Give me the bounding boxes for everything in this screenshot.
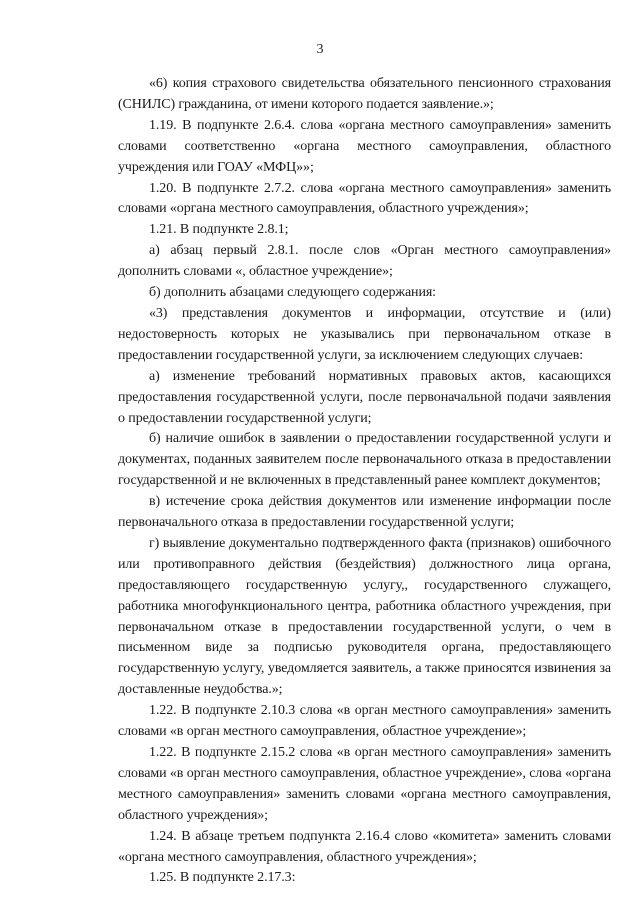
document-body: [118, 74, 611, 889]
paragraph-case-a: а) изменение требований нормативных правовых актов, касающихся предоставления государственной услуги, после первоначальной подачи заявления о предоставлении государственной услуги;: [118, 368, 611, 426]
paragraph-1-20: 1.20. В подпункте 2.7.2. слова «органа местного самоуправления» заменить словами «органа местного самоуправления, областного учреждения»;: [118, 180, 611, 217]
page-number: 3: [316, 42, 324, 57]
paragraph-case-v: в) истечение срока действия документов или изменение информации после первоначального отказа в предоставлении государственной услуги;: [118, 494, 611, 531]
paragraph-1-21: 1.21. В подпункте 2.8.1;: [149, 222, 289, 238]
paragraph-1-19: 1.19. В подпункте 2.6.4. слова «органа местного самоуправления» заменить словами соответственно «органа местного самоуправления, областного учреждения или ГОАУ «МФЦ»»;: [118, 117, 611, 175]
paragraph-snils-copy: «6) копия страхового свидетельства обязательного пенсионного страхования (СНИЛС) гражданина, от имени которого подается заявление.»;: [118, 76, 611, 112]
paragraph-1-21-b: б) дополнить абзацами следующего содержания:: [149, 285, 436, 301]
paragraph-case-g: г) выявление документально подтвержденного факта (признаков) ошибочного или противоправного действия (бездействия) должностного лица органа, предоставляющего государственную услугу,, государственного служащего, работника многофункционального центра, работника областного учреждения, при первоначальном отказе в предоставлении государственной услуги, о чем в письменном виде за подписью руководителя органа, предоставляющего государственную услугу, уведомляется заявитель, а также приносятся извинения за доставленные неудобства.»;: [118, 535, 611, 698]
paragraph-item-3: «3) представления документов и информации, отсутствие и (или) недостоверность которых не указывались при первоначальном отказе в предоставлении государственной услуги, за исключением следующих случаев:: [118, 305, 611, 363]
paragraph-1-21-a: а) абзац первый 2.8.1. после слов «Орган местного самоуправления» дополнить словами «, областное учреждение»;: [118, 243, 611, 280]
paragraph-1-25: 1.25. В подпункте 2.17.3:: [149, 870, 296, 886]
paragraph-1-22-second: 1.22. В подпункте 2.15.2 слова «в орган местного самоуправления» заменить словами «в орган местного самоуправления, областное учреждение», слова «органа местного самоуправления» заменить словами «органа местного самоуправления, областного учреждения»;: [118, 745, 611, 823]
paragraph-1-24: 1.24. В абзаце третьем подпункта 2.16.4 слово «комитета» заменить словами «органа местного самоуправления, областного учреждения»;: [118, 828, 611, 865]
paragraph-case-b: б) наличие ошибок в заявлении о предоставлении государственной услуги и документах, поданных заявителем после первоначального отказа в предоставлении государственной и не включенных в представленный ранее комплект документов;: [118, 431, 611, 489]
paragraph-1-22-first: 1.22. В подпункте 2.10.3 слова «в орган местного самоуправления» заменить словами «в орган местного самоуправления, областное учреждение»;: [118, 703, 611, 740]
